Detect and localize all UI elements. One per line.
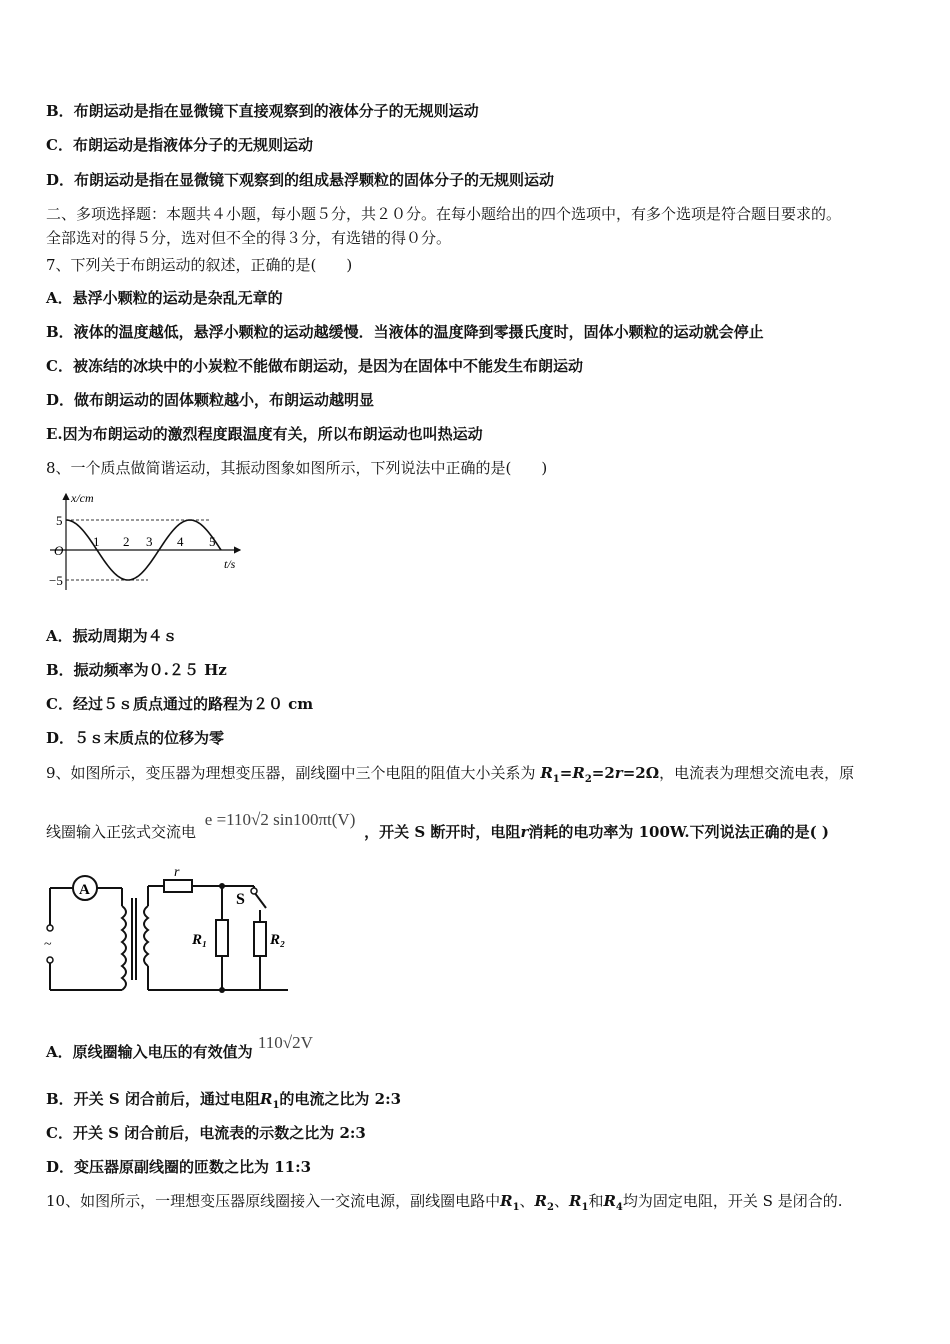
q9-option-b: B．开关 S 闭合前后，通过电阻$R_1$的电流之比为 2:3 xyxy=(46,1090,402,1111)
q8-option-a: A．振动周期为４ｓ xyxy=(46,627,178,645)
section2-heading-line2: 全部选对的得５分，选对但不全的得３分，有选错的得０分。 xyxy=(46,229,452,247)
q9-option-c: C．开关 S 闭合前后，电流表的示数之比为 2:3 xyxy=(46,1124,366,1142)
R1-label: R₁ xyxy=(192,932,208,948)
switch-label: S xyxy=(236,891,245,908)
q7-option-e: E.因为布朗运动的激烈程度跟温度有关，所以布朗运动也叫热运动 xyxy=(46,425,483,443)
origin-label: O xyxy=(54,543,64,558)
x-axis-label: t/s xyxy=(224,557,236,571)
switch-pivot xyxy=(251,888,257,894)
q6-option-d: D．布朗运动是指在显微镜下观察到的组成悬浮颗粒的固体分子的无规则运动 xyxy=(46,171,555,189)
resistor-R2 xyxy=(254,922,266,956)
q7-option-a: A．悬浮小颗粒的运动是杂乱无章的 xyxy=(46,289,283,307)
q6-option-b: B．布朗运动是指在显微镜下直接观察到的液体分子的无规则运动 xyxy=(46,102,479,120)
resistor-r xyxy=(164,880,192,892)
ammeter-label: A xyxy=(79,882,90,898)
x-tick-4: 4 xyxy=(177,534,184,549)
y-tick-5: 5 xyxy=(56,513,63,528)
q9-transformer-circuit xyxy=(44,866,294,998)
q9-stem-line1: 9、如图所示，变压器为理想变压器，副线圈中三个电阻的阻值大小关系为 $R_1=R_2=2r=2\Omega$，电流表为理想交流电表，原 xyxy=(46,764,855,785)
resistor-R1 xyxy=(216,920,228,956)
x-tick-2: 2 xyxy=(123,534,130,549)
y-tick-neg5: −5 xyxy=(49,573,63,588)
q8-option-b: B．振动频率为０.２５ Hz xyxy=(46,661,227,679)
x-tick-1: 1 xyxy=(93,534,100,549)
section2-heading-line1: 二、多项选择题：本题共４小题，每小题５分，共２０分。在每小题给出的四个选项中，有多个选项是符合题目要求的。 xyxy=(46,205,842,223)
q8-option-d: D．５ｓ末质点的位移为零 xyxy=(46,729,225,747)
q7-stem: 7、下列关于布朗运动的叙述，正确的是( ) xyxy=(46,256,353,274)
source-terminal-bottom xyxy=(47,957,53,963)
q7-option-d: D．做布朗运动的固体颗粒越小，布朗运动越明显 xyxy=(46,391,375,409)
q9-optA-formula: 110√2V xyxy=(257,1033,313,1052)
junction-bottom xyxy=(219,987,225,993)
q9-stem-line2: 线圈输入正弦式交流电 e =110√2 sin100πt(V) ，开关 S 断开时，电阻r消耗的电功率为 100W.下列说法正确的是( ) xyxy=(46,810,830,841)
q8-stem: 8、一个质点做简谐运动，其振动图象如图所示，下列说法中正确的是( ) xyxy=(46,459,548,477)
q6-option-c: C．布朗运动是指液体分子的无规则运动 xyxy=(46,136,313,154)
R2-label: R₂ xyxy=(270,932,286,948)
q9-voltage-formula: e =110√2 sin100πt(V) xyxy=(204,810,356,829)
x-tick-3: 3 xyxy=(146,534,153,549)
resistor-r-label: r xyxy=(174,866,180,880)
q8-option-c: C．经过５ｓ质点通过的路程为２０ cm xyxy=(46,695,314,713)
primary-coil xyxy=(122,906,126,990)
q9-option-a: A．原线圈输入电压的有效值为 110√2V xyxy=(46,1033,313,1061)
junction-top xyxy=(219,883,225,889)
y-axis-label: x/cm xyxy=(71,491,94,505)
q8-vibration-graph xyxy=(46,490,246,600)
source-terminal-top xyxy=(47,925,53,931)
source-symbol: ~ xyxy=(44,937,52,952)
q7-option-c: C．被冻结的冰块中的小炭粒不能做布朗运动，是因为在固体中不能发生布朗运动 xyxy=(46,357,583,375)
q7-option-b: B．液体的温度越低，悬浮小颗粒的运动越缓慢．当液体的温度降到零摄氏度时，固体小颗粒的运动就会停止 xyxy=(46,323,764,341)
switch-s xyxy=(254,892,266,908)
q10-stem: 10、如图所示，一理想变压器原线圈接入一交流电源，副线圈电路中$R_1$、$R_2$、$R_1$和$R_4$均为固定电阻，开关 S 是闭合的. xyxy=(46,1192,843,1213)
secondary-coil xyxy=(144,906,148,966)
x-tick-5: 5 xyxy=(209,534,216,549)
q9-option-d: D．变压器原副线圈的匝数之比为 11:3 xyxy=(46,1158,312,1176)
